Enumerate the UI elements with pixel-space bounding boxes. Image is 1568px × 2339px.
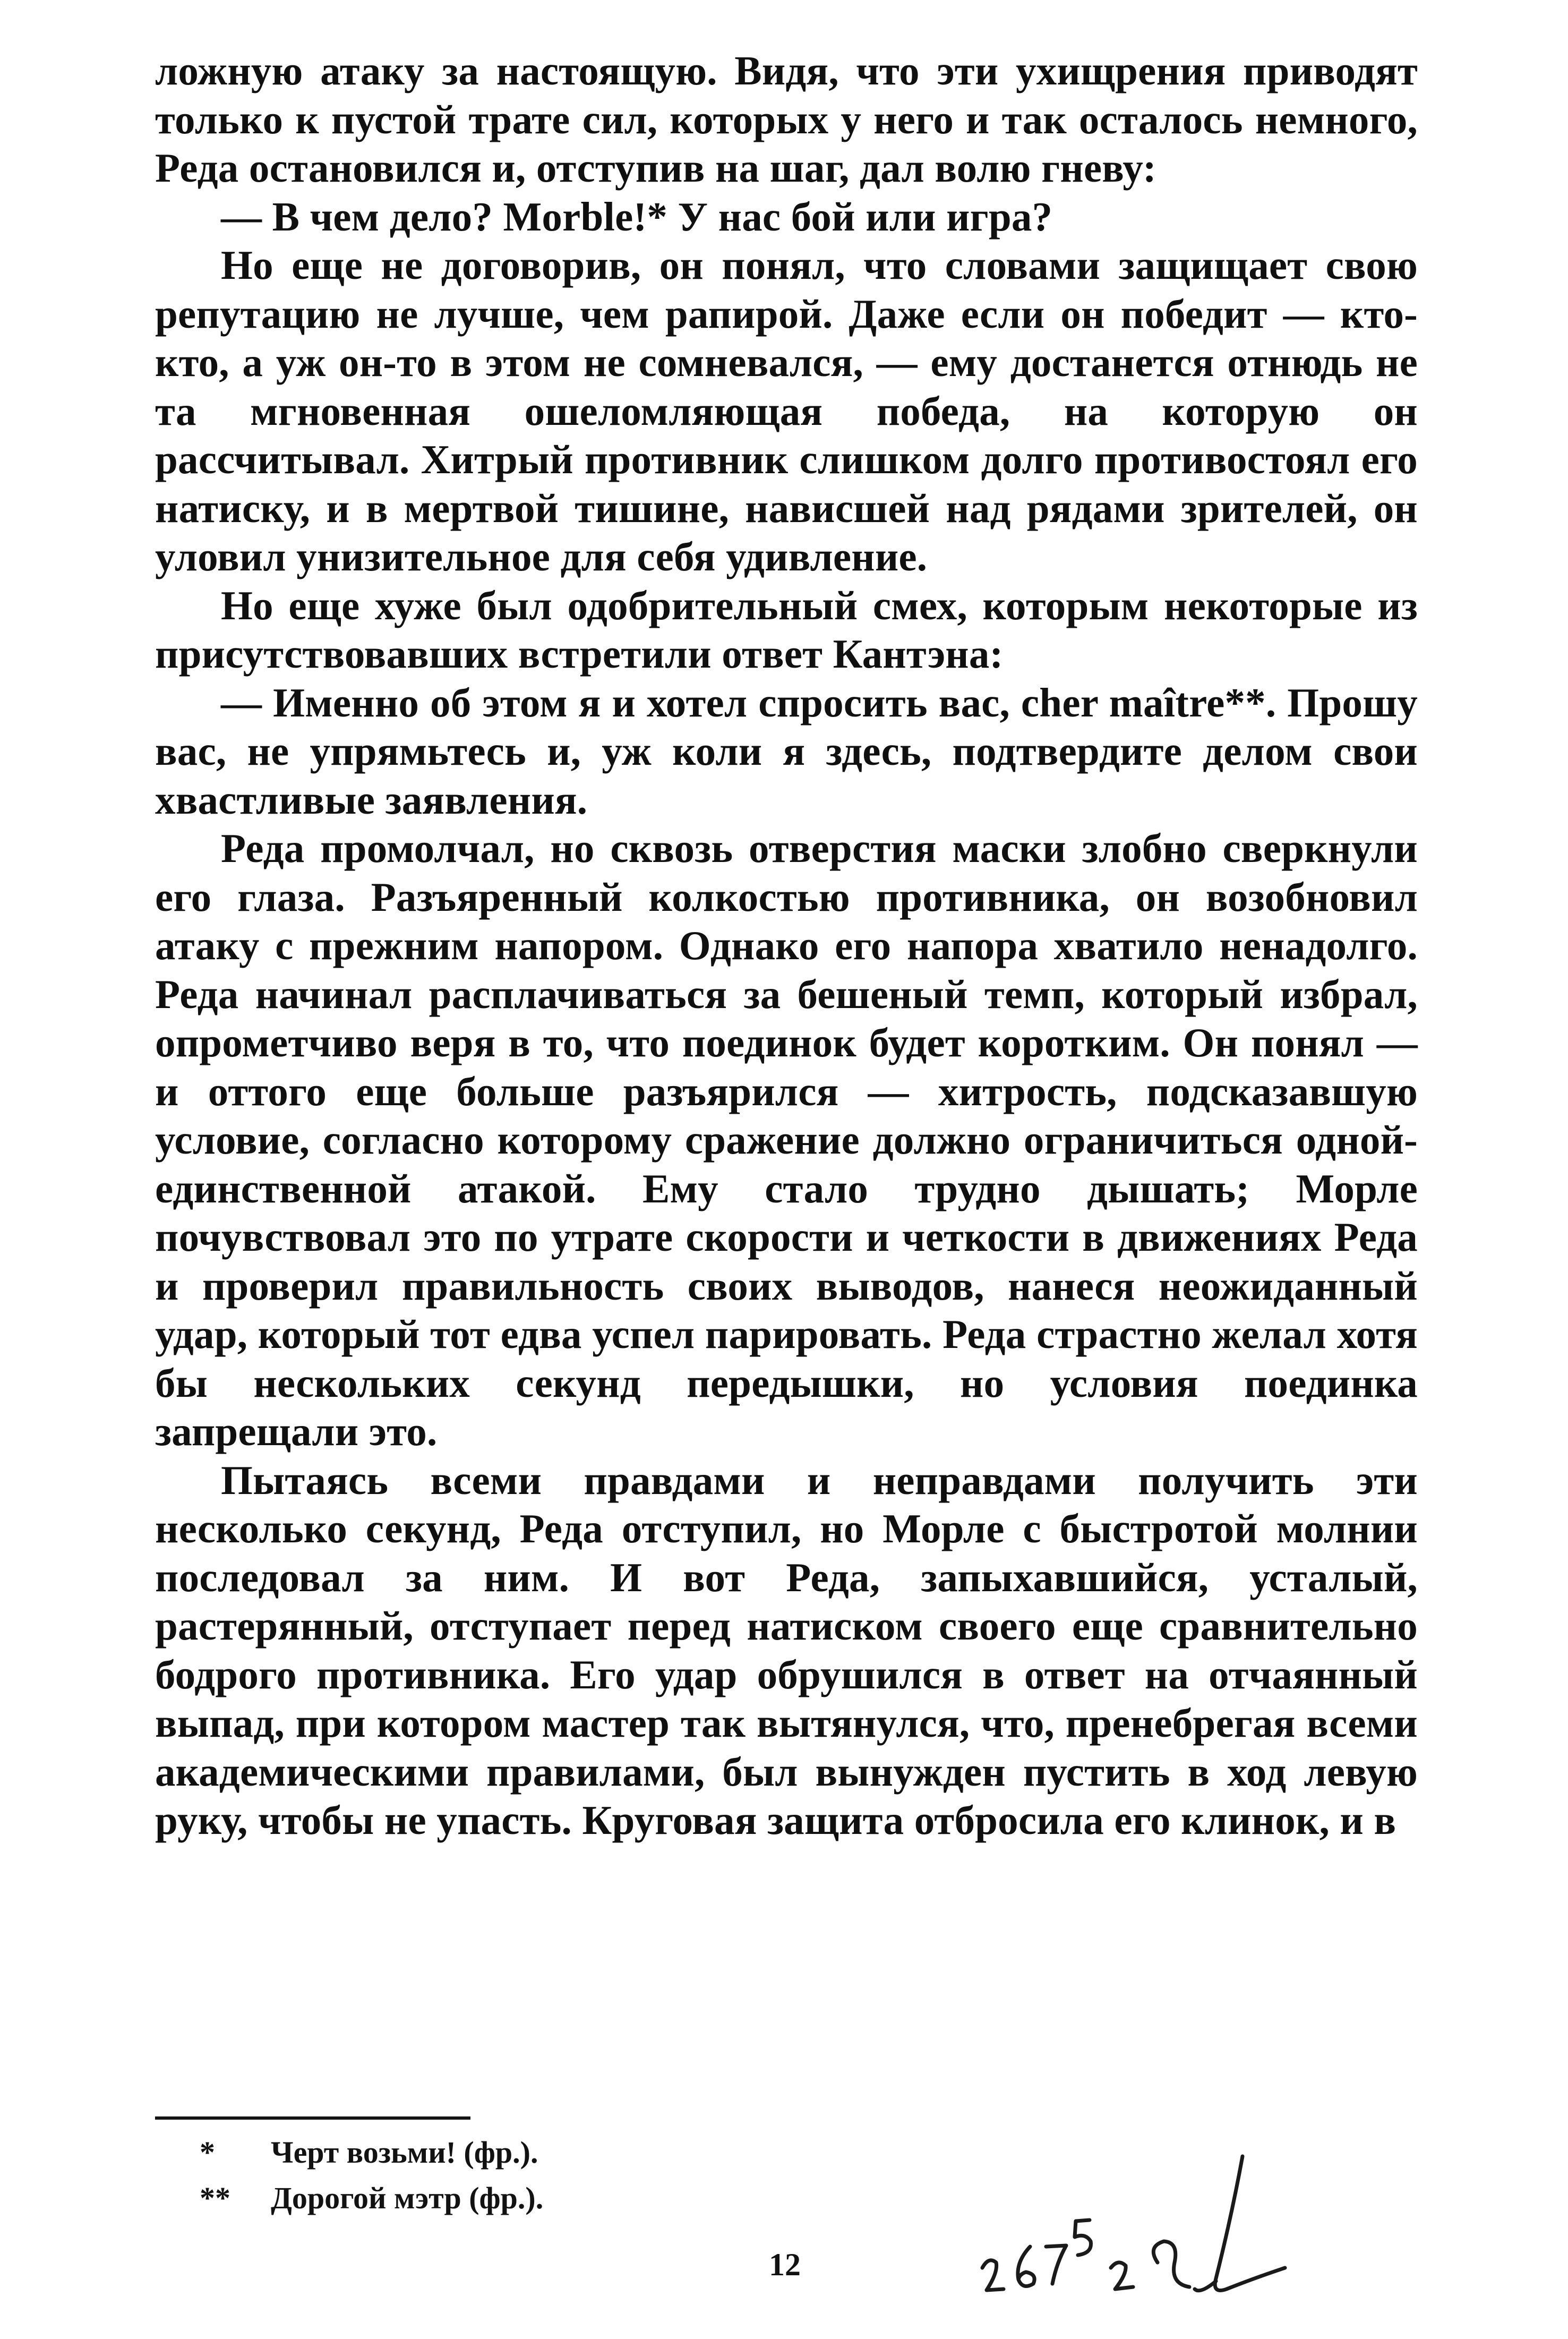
footnote-text: Черт возьми! (фр.). <box>271 2135 538 2170</box>
footnote-mark: ** <box>200 2181 230 2215</box>
paragraph: ложную атаку за настоящую. Видя, что эти ухищрения приводят только к пустой трате сил, которых у него и так осталось немного, Реда остановился и, отступив на шаг, дал волю гневу: <box>155 48 1418 191</box>
paragraph: Пытаясь всеми правдами и неправдами получить эти несколько секунд, Реда отступил, но Морле с быстротой молнии последовал за ним. И вот Реда, запыхавшийся, усталый, растерянный, отступает перед натиском своего еще сравнительно бодрого противника. Его удар обрушился в ответ на отчаянный выпад, при котором мастер так вытянулся, что, пренебрегая всеми академическими правилами, был вынужден пустить в ход левую руку, чтобы не упасть. Круговая защита отбросила его клинок, и в <box>155 1457 1418 1843</box>
footnote <box>200 2130 543 2175</box>
paragraph: Реда промолчал, но сквозь отверстия маски злобно сверкнули его глаза. Разъяренный колкостью противника, он возобновил атаку с прежним напором. Однако его напора хватило ненадолго. Реда начинал расплачиваться за бешеный темп, который избрал, опрометчиво веря в то, что поединок будет коротким. Он понял — и оттого еще больше разъярился — хитрость, подсказавшую условие, согласно которому сражение должно ограничиться одной-единственной атакой. Ему стало трудно дышать; Морле почувствовал это по утрате скорости и четкости в движениях Реда и проверил правильность своих выводов, нанеся неожиданный удар, который тот едва успел парировать. Реда страстно желал хотя бы нескольких секунд передышки, но условия поединка запрещали это. <box>155 825 1418 1454</box>
footnote-divider <box>155 2116 470 2120</box>
paragraph: — Именно об этом я и хотел спросить вас, cher maître**. Прошу вас, не упрямьтесь и, уж коли я здесь, подтвердите делом свои хвастливые заявления. <box>155 679 1418 823</box>
handwritten-annotation <box>966 2135 1338 2326</box>
footnote-mark: * <box>200 2135 215 2170</box>
paragraph: — В чем дело? Morble!* У нас бой или игра? <box>221 193 1053 240</box>
footnote <box>200 2175 543 2221</box>
page-number: 12 <box>769 2247 801 2282</box>
footnotes <box>200 2130 543 2221</box>
body-text <box>155 47 1418 1845</box>
paragraph: Но еще хуже был одобрительный смех, которым некоторые из присутствовавших встретили ответ Кантэна: <box>155 582 1418 677</box>
paragraph: Но еще не договорив, он понял, что словами защищает свою репутацию не лучше, чем рапирой. Даже если он победит — кто-кто, а уж он-то в этом не сомневался, — ему достанется отнюдь не та мгновенная ошеломляющая победа, на которую он рассчитывал. Хитрый противник слишком долго противостоял его натиску, и в мертвой тишине, нависшей над рядами зрителей, он уловил унизительное для себя удивление. <box>155 242 1418 579</box>
footnote-text: Дорогой мэтр (фр.). <box>271 2181 544 2215</box>
